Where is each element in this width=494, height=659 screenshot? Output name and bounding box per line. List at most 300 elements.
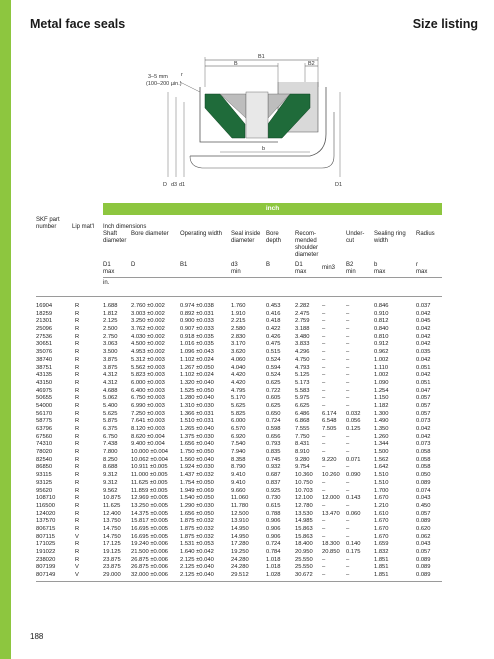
table-row [0,564,494,572]
cell-radius: 0.047 [416,387,431,394]
cell-sealing-ring-width: 1.500 [374,449,389,456]
header-sealing-ring-width: Sealing ring width [374,231,406,244]
cell-sealing-ring-width: 1.150 [374,395,389,402]
cell-shoulder-diameter: 10.703 [295,487,313,494]
cell-lip-material: R [75,441,80,448]
cell-shaft-diameter: 3.500 [103,349,118,356]
cell-shaft-diameter: 9.312 [103,472,118,479]
cell-radius: 0.042 [416,433,431,440]
cell-bore-depth: 0.906 [266,518,281,525]
symbol-r: r max [416,262,428,275]
table-row [0,457,494,465]
cell-operating-width: 1.016 ±0.035 [180,341,214,348]
cell-seal-inside-diameter: 11.060 [231,495,249,502]
cell-part-number: 35076 [36,349,53,356]
cell-shaft-diameter: 8.250 [103,456,118,463]
cell-radius: 0.042 [416,310,431,317]
cell-radius: 0.089 [416,479,431,486]
table-row [0,449,494,457]
cell-sealing-ring-width: 1.851 [374,556,389,563]
cell-bore-depth: 0.784 [266,549,281,555]
cell-undercut-width: – [346,487,350,494]
symbol-D1: D1 max [295,262,307,275]
cell-undercut-diameter: – [322,556,326,563]
cell-operating-width: 2.125 ±0.040 [180,572,214,579]
cell-shaft-diameter: 1.688 [103,303,118,309]
cell-undercut-diameter: – [322,318,326,325]
symbol-min3: min3 [322,265,336,271]
cell-sealing-ring-width: 1.851 [374,572,389,579]
cell-sealing-ring-width: 1.851 [374,564,389,571]
cell-shoulder-diameter: 2.759 [295,318,310,325]
cell-undercut-diameter: 12.000 [322,495,340,502]
cell-undercut-width: 0.140 [346,541,361,548]
cell-seal-inside-diameter: 7.940 [231,449,246,456]
cell-shoulder-diameter: 5.583 [295,387,310,394]
cell-shoulder-diameter: 25.550 [295,556,313,563]
cell-shaft-diameter: 5.875 [103,418,118,425]
cell-sealing-ring-width: 1.260 [374,433,389,440]
cell-sealing-ring-width: 1.670 [374,518,389,525]
cell-lip-material: R [75,349,80,356]
cell-lip-material: V [75,533,79,540]
cell-undercut-diameter: – [322,341,326,348]
cell-bore-depth: 0.730 [266,495,281,502]
header-undercut: Under- cut [346,231,365,244]
page-title: Metal face seals [30,17,126,31]
table-row [0,357,494,365]
section-title: Size listing [412,17,478,31]
cell-shaft-diameter: 5.625 [103,410,118,417]
cell-seal-inside-diameter: 8.358 [231,456,246,463]
cell-part-number: 93115 [36,472,52,479]
cell-undercut-width: 0.090 [346,472,361,479]
cell-operating-width: 1.510 ±0.031 [180,418,214,425]
table-row [0,334,494,342]
cell-bore-depth: 0.837 [266,479,281,486]
cell-radius: 0.073 [416,441,431,448]
cell-bore-depth: 0.906 [266,533,281,540]
cell-undercut-width: – [346,464,350,471]
cell-undercut-width: – [346,449,350,456]
cell-seal-inside-diameter: 6.000 [231,418,246,425]
cell-shoulder-diameter: 18.400 [295,541,313,548]
cell-sealing-ring-width: 0.910 [374,310,389,317]
cell-lip-material: R [75,364,80,371]
cell-shoulder-diameter: 4.793 [295,364,310,371]
cell-part-number: 27536 [36,333,53,340]
cell-sealing-ring-width: 1.182 [374,402,389,409]
cell-radius: 0.042 [416,333,431,340]
cell-shoulder-diameter: 13.530 [295,510,313,517]
cell-sealing-ring-width: 0.840 [374,326,389,333]
cell-undercut-width: – [346,303,350,309]
cell-undercut-width: – [346,441,350,448]
cell-shaft-diameter: 7.438 [103,441,118,448]
cell-undercut-diameter: 6.548 [322,418,337,425]
cell-undercut-diameter: – [322,502,326,509]
cell-lip-material: R [75,556,80,563]
cell-shaft-diameter: 3.063 [103,341,118,348]
cell-lip-material: R [75,410,80,417]
cell-undercut-diameter: – [322,303,326,309]
cell-bore-depth: 0.625 [266,402,281,409]
cell-bore-diameter: 6.400 ±0.003 [131,387,165,394]
table-row [0,311,494,319]
cell-undercut-width: 0.060 [346,510,361,517]
cell-operating-width: 1.750 ±0.050 [180,449,214,456]
cell-undercut-width: – [346,364,350,371]
cell-shoulder-diameter: 2.475 [295,310,310,317]
cell-lip-material: R [75,479,80,486]
cell-operating-width: 1.290 ±0.030 [180,502,214,509]
label-cap-d1: D1 [335,182,343,188]
cell-shoulder-diameter: 12.100 [295,495,313,502]
cell-lip-material: R [75,310,80,317]
cell-seal-inside-diameter: 9.410 [231,472,246,479]
cell-radius: 0.043 [416,495,431,502]
cell-undercut-width: – [346,387,350,394]
cell-shoulder-diameter: 6.486 [295,410,310,417]
cell-bore-depth: 0.724 [266,418,281,425]
table-row [0,464,494,472]
cell-part-number: 38740 [36,356,53,363]
cell-radius: 0.057 [416,395,431,402]
cell-part-number: 56170 [36,410,53,417]
cell-shoulder-diameter: 3.833 [295,341,310,348]
cell-part-number: 86850 [36,464,53,471]
cell-operating-width: 2.125 ±0.040 [180,556,214,563]
cell-lip-material: R [75,426,80,432]
cell-sealing-ring-width: 1.002 [374,372,389,379]
cell-seal-inside-diameter: 4.040 [231,364,246,371]
cell-shaft-diameter: 17.125 [103,541,121,548]
cell-undercut-diameter: – [322,479,326,486]
label-b2: B2 [308,61,315,67]
cell-bore-depth: 0.793 [266,441,281,448]
header-operating-width: Operating width [180,231,223,237]
cell-seal-inside-diameter: 5.825 [231,410,246,417]
cell-shaft-diameter: 14.750 [103,533,121,540]
table-row [0,526,494,534]
cell-seal-inside-diameter: 29.512 [231,572,249,579]
symbol-b: b max [374,262,386,275]
cell-bore-diameter: 11.000 ±0.005 [131,472,168,479]
cell-bore-diameter: 16.695 ±0.005 [131,525,169,532]
cell-bore-diameter: 8.620 ±0.004 [131,433,165,440]
table-row [0,395,494,403]
cell-undercut-diameter: – [322,441,326,448]
cell-shaft-diameter: 12.400 [103,510,121,517]
cell-bore-diameter: 12.969 ±0.005 [131,495,169,502]
cell-undercut-width: – [346,479,350,486]
cell-lip-material: R [75,402,80,409]
symbol-d3: d3 min [231,262,241,275]
cell-operating-width: 1.640 ±0.042 [180,549,214,555]
table-row [0,503,494,511]
cell-radius: 0.058 [416,456,431,463]
cell-bore-depth: 0.906 [266,525,281,532]
cell-bore-diameter: 3.762 ±0.002 [131,326,165,333]
cell-seal-inside-diameter: 1.760 [231,303,246,309]
cell-part-number: 116500 [36,502,55,509]
label-d1: d1 [179,182,186,188]
cell-bore-depth: 0.722 [266,387,281,394]
table-row [0,534,494,542]
symbol-d1: D1 max [103,262,115,275]
cell-shoulder-diameter: 4.750 [295,356,310,363]
cell-undercut-width: – [346,572,350,579]
cell-operating-width: 0.907 ±0.033 [180,326,214,333]
cell-undercut-diameter: 9.220 [322,456,337,463]
cell-sealing-ring-width: 1.700 [374,487,389,494]
cell-undercut-diameter: 18.300 [322,541,340,548]
cell-radius: 0.050 [416,472,431,479]
cell-seal-inside-diameter: 14.950 [231,525,249,532]
cell-undercut-width: 0.032 [346,410,361,417]
label-d3: d3 [171,182,178,188]
cell-seal-inside-diameter: 17.280 [231,541,249,548]
cell-radius: 0.043 [416,541,431,548]
cell-bore-depth: 1.018 [266,556,281,563]
cell-operating-width: 1.265 ±0.040 [180,426,214,432]
cell-undercut-diameter: – [322,433,326,440]
label-r: r [181,72,183,78]
table-row [0,411,494,419]
cell-sealing-ring-width: 1.002 [374,356,389,363]
table-row [0,418,494,426]
cell-shaft-diameter: 5.062 [103,395,118,402]
table-row [0,303,494,311]
cell-lip-material: R [75,433,80,440]
cell-operating-width: 1.280 ±0.040 [180,395,214,402]
cell-bore-depth: 0.422 [266,326,281,333]
cell-lip-material: R [75,541,80,548]
cell-bore-depth: 0.605 [266,395,281,402]
table-row [0,326,494,334]
cell-part-number: 25096 [36,326,53,333]
cell-undercut-width: – [346,372,350,379]
cell-undercut-diameter: – [322,564,326,571]
table-row [0,441,494,449]
cell-lip-material: R [75,341,80,348]
cell-bore-diameter: 7.250 ±0.003 [131,410,165,417]
cell-bore-depth: 0.615 [266,502,281,509]
data-table-body [0,303,494,580]
cell-bore-diameter: 4.030 ±0.002 [131,333,165,340]
cell-lip-material: R [75,318,80,325]
cell-bore-depth: 1.028 [266,572,281,579]
cell-undercut-width: – [346,333,350,340]
cell-lip-material: R [75,333,80,340]
cell-shoulder-diameter: 8.910 [295,449,310,456]
cell-seal-inside-diameter: 2.830 [231,333,246,340]
header-lip-material: Lip mat'l [72,224,95,230]
header-bore-diameter: Bore diameter [131,231,169,237]
cell-shoulder-diameter: 15.863 [295,533,313,540]
cell-shaft-diameter: 4.312 [103,372,118,379]
cell-undercut-width: – [346,379,350,386]
cell-part-number: 108710 [36,495,56,502]
cell-undercut-diameter: – [322,395,326,402]
cell-part-number: 50655 [36,395,53,402]
cell-part-number: 171025 [36,541,56,548]
table-row [0,349,494,357]
cell-shaft-diameter: 9.312 [103,479,118,486]
cell-undercut-diameter: – [322,518,326,525]
table-row [0,557,494,565]
header-recommended-shoulder: Recom- mended shoulder diameter [295,231,319,258]
cell-lip-material: R [75,418,80,425]
cell-shoulder-diameter: 3.480 [295,333,310,340]
cell-shoulder-diameter: 5.173 [295,379,310,386]
cell-shaft-diameter: 2.500 [103,326,118,333]
cell-bore-diameter: 5.562 ±0.003 [131,364,165,371]
cell-part-number: 38751 [36,364,53,371]
cell-part-number: 93125 [36,479,53,486]
table-row [0,341,494,349]
table-row [0,488,494,496]
cell-undercut-diameter: – [322,402,326,409]
cell-undercut-diameter: – [322,356,326,363]
cell-lip-material: R [75,464,80,471]
cell-bore-diameter: 15.817 ±0.005 [131,518,169,525]
header-radius: Radius [416,231,435,237]
seal-cross-section-diagram [146,52,350,192]
cell-shoulder-diameter: 9.754 [295,464,310,471]
cell-sealing-ring-width: 1.670 [374,533,389,540]
cell-bore-diameter: 4.500 ±0.002 [131,341,165,348]
cell-undercut-diameter: – [322,379,326,386]
cell-sealing-ring-width: 1.510 [374,479,389,486]
cell-bore-depth: 0.426 [266,333,281,340]
table-row [0,472,494,480]
cell-operating-width: 1.531 ±0.053 [180,541,214,548]
cell-radius: 0.051 [416,379,431,386]
table-top-rule [36,296,442,297]
cell-undercut-width: – [346,564,350,571]
cell-sealing-ring-width: 0.912 [374,341,389,348]
cell-bore-diameter: 9.400 ±0.004 [131,441,165,448]
cell-shoulder-diameter: 10.750 [295,479,313,486]
cell-bore-diameter: 14.375 ±0.005 [131,510,169,517]
label-note-1: 3–5 mm [148,74,168,80]
header-inch-dimensions: Inch dimensions [103,224,147,230]
cell-lip-material: V [75,572,79,579]
cell-radius: 0.620 [416,525,431,532]
cell-undercut-diameter: – [322,487,326,494]
cell-bore-depth: 0.594 [266,364,281,371]
cell-undercut-diameter: – [322,310,326,317]
cell-lip-material: R [75,525,80,532]
cell-bore-depth: 0.453 [266,303,281,309]
cell-bore-depth: 0.475 [266,341,281,348]
cell-lip-material: R [75,387,80,394]
cell-sealing-ring-width: 1.832 [374,549,389,555]
cell-part-number: 46975 [36,387,53,394]
cell-lip-material: V [75,564,79,571]
cell-operating-width: 1.656 ±0.040 [180,441,214,448]
cell-seal-inside-diameter: 13.910 [231,518,249,525]
cell-part-number: 137570 [36,518,56,525]
header-part-number: SKF part number [36,217,60,230]
cell-seal-inside-diameter: 8.790 [231,464,246,471]
unit-bar: inch [103,203,442,215]
cell-seal-inside-diameter: 6.570 [231,426,246,432]
cell-bore-diameter: 10.062 ±0.004 [131,456,169,463]
cell-operating-width: 1.320 ±0.040 [180,379,214,386]
label-b1: B1 [258,54,265,60]
cell-seal-inside-diameter: 24.280 [231,564,249,571]
cell-bore-depth: 0.835 [266,449,281,456]
cell-seal-inside-diameter: 9.410 [231,479,246,486]
cell-part-number: 238020 [36,556,56,563]
cell-operating-width: 0.974 ±0.038 [180,303,214,309]
cell-bore-depth: 1.018 [266,564,281,571]
cell-radius: 0.042 [416,372,431,379]
cell-undercut-diameter: – [322,333,326,340]
cell-shaft-diameter: 11.625 [103,502,121,509]
cell-shaft-diameter: 9.562 [103,487,118,494]
cell-seal-inside-diameter: 14.950 [231,533,249,540]
cell-operating-width: 1.754 ±0.050 [180,479,214,486]
cell-shoulder-diameter: 5.125 [295,372,310,379]
table-row [0,495,494,503]
cell-undercut-width: – [346,502,350,509]
cell-radius: 0.042 [416,326,431,333]
cell-undercut-width: 0.071 [346,456,361,463]
cell-operating-width: 1.525 ±0.050 [180,387,214,394]
symbol-D: D [131,262,136,268]
cell-bore-diameter: 19.240 ±0.006 [131,541,169,548]
cell-seal-inside-diameter: 6.920 [231,433,246,440]
cell-part-number: 43135 [36,372,53,379]
cell-shaft-diameter: 8.688 [103,464,118,471]
cell-part-number: 95620 [36,487,53,494]
cell-operating-width: 0.900 ±0.033 [180,318,214,325]
cell-bore-depth: 0.650 [266,410,281,417]
cell-operating-width: 0.918 ±0.035 [180,333,214,340]
cell-operating-width: 1.437 ±0.032 [180,472,214,479]
cell-shaft-diameter: 29.000 [103,572,121,579]
cell-shoulder-diameter: 4.296 [295,349,310,356]
cell-bore-diameter: 11.625 ±0.005 [131,479,168,486]
cell-bore-diameter: 4.953 ±0.002 [131,349,165,356]
cell-shaft-diameter: 23.875 [103,556,121,563]
cell-part-number: 124020 [36,510,56,517]
cell-undercut-width: – [346,556,350,563]
cell-bore-depth: 0.745 [266,456,281,463]
cell-sealing-ring-width: 1.090 [374,379,389,386]
cell-sealing-ring-width: 1.300 [374,410,389,417]
label-b: B [234,61,238,67]
cell-seal-inside-diameter: 9.660 [231,487,246,494]
cell-part-number: 807199 [36,564,56,571]
cell-bore-diameter: 6.990 ±0.003 [131,402,165,409]
table-row [0,403,494,411]
cell-undercut-diameter: 7.505 [322,426,337,432]
cell-seal-inside-diameter: 3.170 [231,341,246,348]
cell-part-number: 63796 [36,426,53,432]
cell-operating-width: 1.540 ±0.050 [180,495,214,502]
cell-bore-diameter: 8.120 ±0.003 [131,426,165,432]
cell-bore-diameter: 26.875 ±0.006 [131,564,169,571]
cell-seal-inside-diameter: 4.420 [231,372,246,379]
cell-undercut-width: – [346,310,350,317]
cell-lip-material: R [75,502,80,509]
cell-shaft-diameter: 14.750 [103,525,121,532]
cell-radius: 0.089 [416,556,431,563]
